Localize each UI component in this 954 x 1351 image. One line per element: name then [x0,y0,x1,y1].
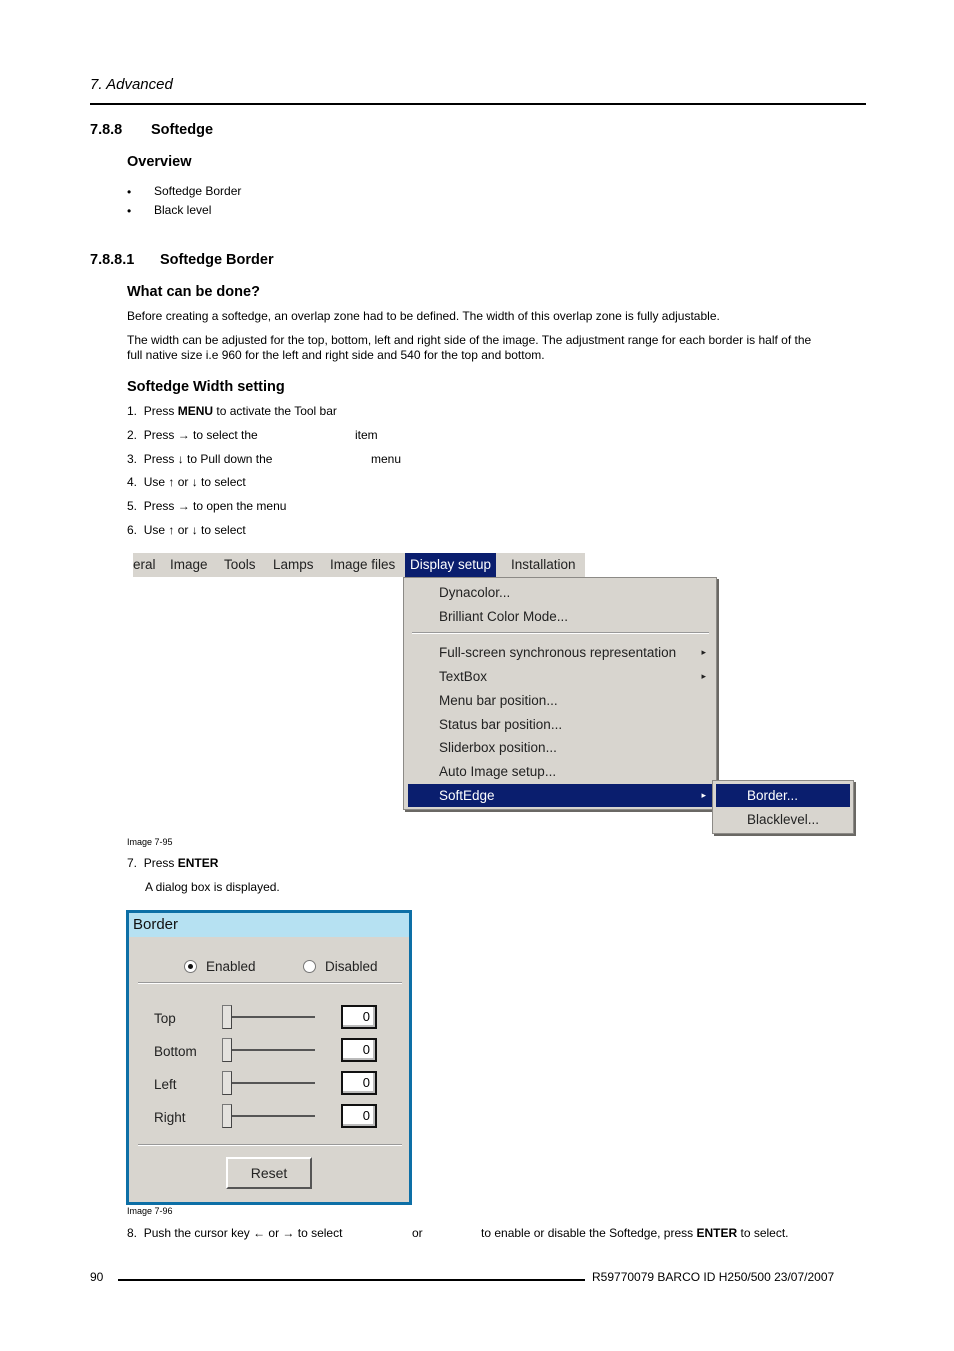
step-8 [127,1226,342,1241]
bullet-marker: • [127,185,132,199]
step-7 [127,856,218,871]
step-number: 2. [127,428,138,442]
menu-item-auto-image-setup[interactable]: Auto Image setup... [439,764,557,779]
slider-label-right: Right [154,1110,186,1125]
step-number: 5. [127,499,138,513]
reset-button[interactable]: Reset [226,1157,312,1189]
dialog-separator [138,982,402,984]
step-1 [127,404,337,419]
value-field-left[interactable]: 0 [341,1071,377,1095]
softedge-submenu [712,780,854,834]
submenu-arrow-icon: ▸ [701,671,706,681]
step-text-part: to enable or disable the Softedge, press [481,1226,697,1240]
slider-right[interactable] [222,1104,232,1128]
radio-disabled-label: Disabled [325,959,378,974]
step-number: 7. [127,856,138,870]
submenu-item-border[interactable]: Border... [716,784,850,807]
menu-item-full-screen[interactable] [408,641,712,664]
menu-item-sliderbox-position[interactable]: Sliderbox position... [439,740,557,755]
menu-item-label: Full-screen synchronous representation [439,645,677,660]
step-text: Use ↑ or ↓ to select [143,475,246,489]
step-text: Use ↑ or ↓ to select [143,523,246,537]
menu-item-label: TextBox [439,669,488,684]
submenu-arrow-icon: ▸ [701,647,706,657]
slider-bottom[interactable] [222,1038,232,1062]
step-3 [127,452,272,467]
overview-item: Softedge Border [154,184,242,198]
radio-enabled[interactable] [184,960,197,973]
step-text: to activate the Tool bar [213,404,337,418]
menu-item-label: SoftEdge [439,788,495,803]
overview-heading: Overview [127,154,192,170]
slider-track [227,1016,315,1018]
menu-installation[interactable]: Installation [511,557,576,572]
menu-image-files[interactable]: Image files [330,557,396,572]
dialog-title: Border [129,913,409,937]
image-caption: Image 7-95 [127,837,173,847]
image-caption: Image 7-96 [127,1206,173,1216]
what-can-be-done-heading: What can be done? [127,284,260,300]
paragraph: Before creating a softedge, an overlap zone had to be defined. The width of this overlap zone is fully adjustable. [127,309,720,323]
menu-item-softedge[interactable] [408,784,712,807]
page-number: 90 [90,1270,104,1284]
menu-item-dynacolor[interactable]: Dynacolor... [439,585,511,600]
step-text: Press ↓ to Pull down the [143,452,273,466]
value-field-top[interactable]: 0 [341,1005,377,1029]
menu-general[interactable]: eral [133,557,156,572]
paragraph: full native size i.e 960 for the left and right side and 540 for the top and bottom. [127,348,545,362]
radio-disabled[interactable] [303,960,316,973]
width-setting-heading: Softedge Width setting [127,379,285,395]
slider-label-bottom: Bottom [154,1044,197,1059]
menu-display-setup[interactable]: Display setup [405,553,496,577]
step-6 [127,523,246,538]
section-number: 7.8.8 [90,122,123,138]
paragraph: The width can be adjusted for the top, bottom, left and right side of the image. The adjustment range for each border is half of the [127,333,812,347]
key-name: ENTER [177,856,219,870]
slider-track [227,1049,315,1051]
step-number: 4. [127,475,138,489]
menu-item-textbox[interactable] [408,665,712,688]
subsection-heading [90,252,274,268]
step-text: Press [143,404,178,418]
menu-item-menu-bar-position[interactable]: Menu bar position... [439,693,558,708]
display-setup-dropdown [403,577,717,810]
step-text: menu [371,452,402,466]
menu-item-status-bar-position[interactable]: Status bar position... [439,717,563,732]
slider-label-top: Top [154,1011,176,1026]
menu-item-brilliant-color[interactable]: Brilliant Color Mode... [439,609,569,624]
slider-label-left: Left [154,1077,177,1092]
section-heading [90,122,213,138]
submenu-arrow-icon: ▸ [701,790,706,800]
header-rule [90,103,866,105]
step-number: 6. [127,523,138,537]
step-text: item [355,428,378,442]
step-number: 3. [127,452,138,466]
step-2 [127,428,258,443]
slider-track [227,1115,315,1117]
step-text: Push the cursor key ← or → to select [143,1226,343,1240]
step-number: 8. [127,1226,138,1240]
step-number: 1. [127,404,138,418]
slider-left[interactable] [222,1071,232,1095]
radio-selected-dot [188,964,193,969]
border-dialog [126,910,412,1205]
step-text: Press [143,856,178,870]
menu-separator [412,632,709,634]
menu-tools[interactable]: Tools [224,557,256,572]
section-title: Softedge [151,122,214,138]
doc-info: R59770079 BARCO ID H250/500 23/07/2007 [592,1270,835,1284]
key-name: ENTER [696,1226,738,1240]
submenu-item-blacklevel[interactable]: Blacklevel... [747,812,820,827]
value-field-right[interactable]: 0 [341,1104,377,1128]
step-text: Press → to open the menu [143,499,287,513]
chapter-title: 7. Advanced [90,76,173,93]
menu-bar [133,553,585,577]
slider-top[interactable] [222,1005,232,1029]
value-field-bottom[interactable]: 0 [341,1038,377,1062]
step-text [481,1226,789,1241]
step-5 [127,499,286,514]
dialog-separator [138,1144,402,1146]
bullet-marker: • [127,204,132,218]
step-result: A dialog box is displayed. [145,880,280,894]
key-name: MENU [177,404,214,418]
footer-rule [118,1279,585,1281]
step-text-part: to select. [737,1226,789,1240]
menu-lamps[interactable]: Lamps [273,557,314,572]
radio-enabled-label: Enabled [206,959,256,974]
slider-track [227,1082,315,1084]
step-4 [127,475,246,490]
subsection-title: Softedge Border [160,252,274,268]
overview-item: Black level [154,203,212,217]
step-text: or [412,1226,423,1240]
step-text: Press → to select the [143,428,258,442]
menu-image[interactable]: Image [170,557,208,572]
subsection-number: 7.8.8.1 [90,252,135,268]
